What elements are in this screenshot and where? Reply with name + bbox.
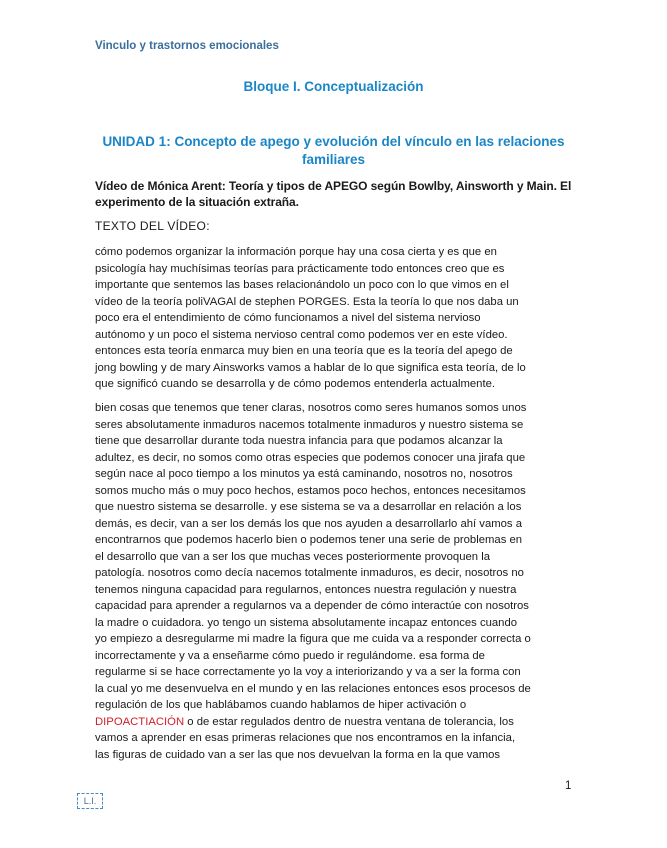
text-line: tiene que desarrollar durante toda nuestra infancia para que podamos alcanzar la	[95, 435, 503, 447]
running-header: Vinculo y trastornos emocionales	[95, 40, 279, 52]
highlighted-term: DIPOACTIACIÓN	[95, 715, 185, 728]
video-text-heading: TEXTO DEL VÍDEO:	[95, 219, 210, 233]
text-line: según nace al poco tiempo a los minutos ya está caminando, nosotros no, nosotros	[95, 468, 513, 480]
text-line: importante que sentemos las bases relacionándolo un poco con lo que vimos en el	[95, 279, 509, 291]
text-line: poco era el entendimiento de cómo funcionamos a nivel del sistema nervioso	[95, 312, 481, 324]
text-line: vídeo de la teoría poliVAGAl de stephen PORGES. Esta la teoría lo que nos daba un	[95, 295, 519, 308]
text-line: somos mucho más o muy poco hechos, estamos poco hechos, entonces necesitamos	[95, 484, 526, 497]
text-line: la cual yo me desenvuelva en el mundo y en las relaciones entonces esos procesos de	[95, 682, 531, 695]
text-line: regulación de los que hablábamos cuando hablamos de hiper activación o	[95, 699, 467, 711]
text-line: psicología hay muchísimas teorías para prácticamente todo entonces creo que es	[95, 262, 505, 275]
text-line: vamos a aprender en esas primeras relaciones que nos encontramos en la infancia,	[95, 732, 516, 744]
text-line: jong bowling y de mary Ainsworks vamos a hablar de lo que significa esta teoría, de lo	[95, 361, 526, 374]
text-line: regularme si se hace correctamente yo la voy a interiorizando y va a ser la forma con	[95, 666, 521, 678]
page-number: 1	[565, 780, 572, 792]
text-line: cómo podemos organizar la información porque hay una cosa cierta y es que en	[95, 246, 497, 258]
unit-title: UNIDAD 1: Concepto de apego y evolución del vínculo en las relaciones familiares	[102, 134, 565, 167]
video-title: Vídeo de Mónica Arent: Teoría y tipos de APEGO según Bowlby, Ainsworth y Main. El experimento de la situación extraña.	[95, 179, 572, 209]
text-line: seres absolutamente inmaduros nacemos totalmente inmaduros y nuestro sistema se	[95, 418, 524, 431]
text-line: que nuestro sistema se desarrolle. y ese sistema se va a desarrollar en relación a los	[95, 501, 522, 513]
text-line: yo empiezo a desregularme mi madre la figura que me cuida va a responder correcta o	[95, 633, 531, 645]
text-line: bien cosas que tenemos que tener claras, nosotros como seres humanos somos unos	[95, 402, 527, 414]
text-line: incorrectamente y va a enseñarme cómo puedo ir regulándome. esa forma de	[95, 649, 485, 662]
block-title: Bloque I. Conceptualización	[243, 79, 424, 94]
text-line: adultez, es decir, no somos como otras especies que podemos conocer una jirafa que	[95, 451, 526, 464]
text-line: capacidad para aprender a regularnos va a depender de cómo interactúe con nosotros	[95, 600, 529, 612]
text-line: patología. nosotros como decía nacemos totalmente inmaduros, es decir, nosotros no	[95, 567, 524, 579]
text-line: entonces esta teoría enmarca muy bien en una teoría que es la teoría del apego de	[95, 345, 513, 357]
highlight-line-rest: o de estar regulados dentro de nuestra ventana de tolerancia, los	[184, 715, 514, 728]
text-line: tenemos ninguna capacidad para regularnos, entonces nuestra regulación y nuestra	[95, 583, 517, 596]
paragraph-2	[95, 400, 575, 763]
text-line: encontrarnos que podemos hacerlo bien o podemos tener una serie de problemas en	[95, 534, 523, 546]
text-line: la madre o cuidadora. yo tengo un sistema absolutamente incapaz entonces cuando	[95, 616, 518, 629]
text-line-highlight	[95, 714, 575, 731]
paragraph-1	[95, 244, 575, 393]
footer-badge: L.I.	[77, 793, 103, 809]
text-line: que significó cuando se desarrolla y de cómo podemos entenderla actualmente.	[95, 378, 496, 390]
text-line: las figuras de cuidado van a ser las que nos devuelvan la forma en la que vamos	[95, 748, 501, 761]
text-line: autónomo y un poco el sistema nervioso central como podemos ver en este vídeo.	[95, 328, 508, 341]
text-line: el desarrollo que van a ser los que muchas veces posteriormente provoquen la	[95, 550, 490, 563]
text-line: demás, es decir, van a ser los demás los que nos ayuden a desarrollarlo ahí vamos a	[95, 517, 523, 530]
